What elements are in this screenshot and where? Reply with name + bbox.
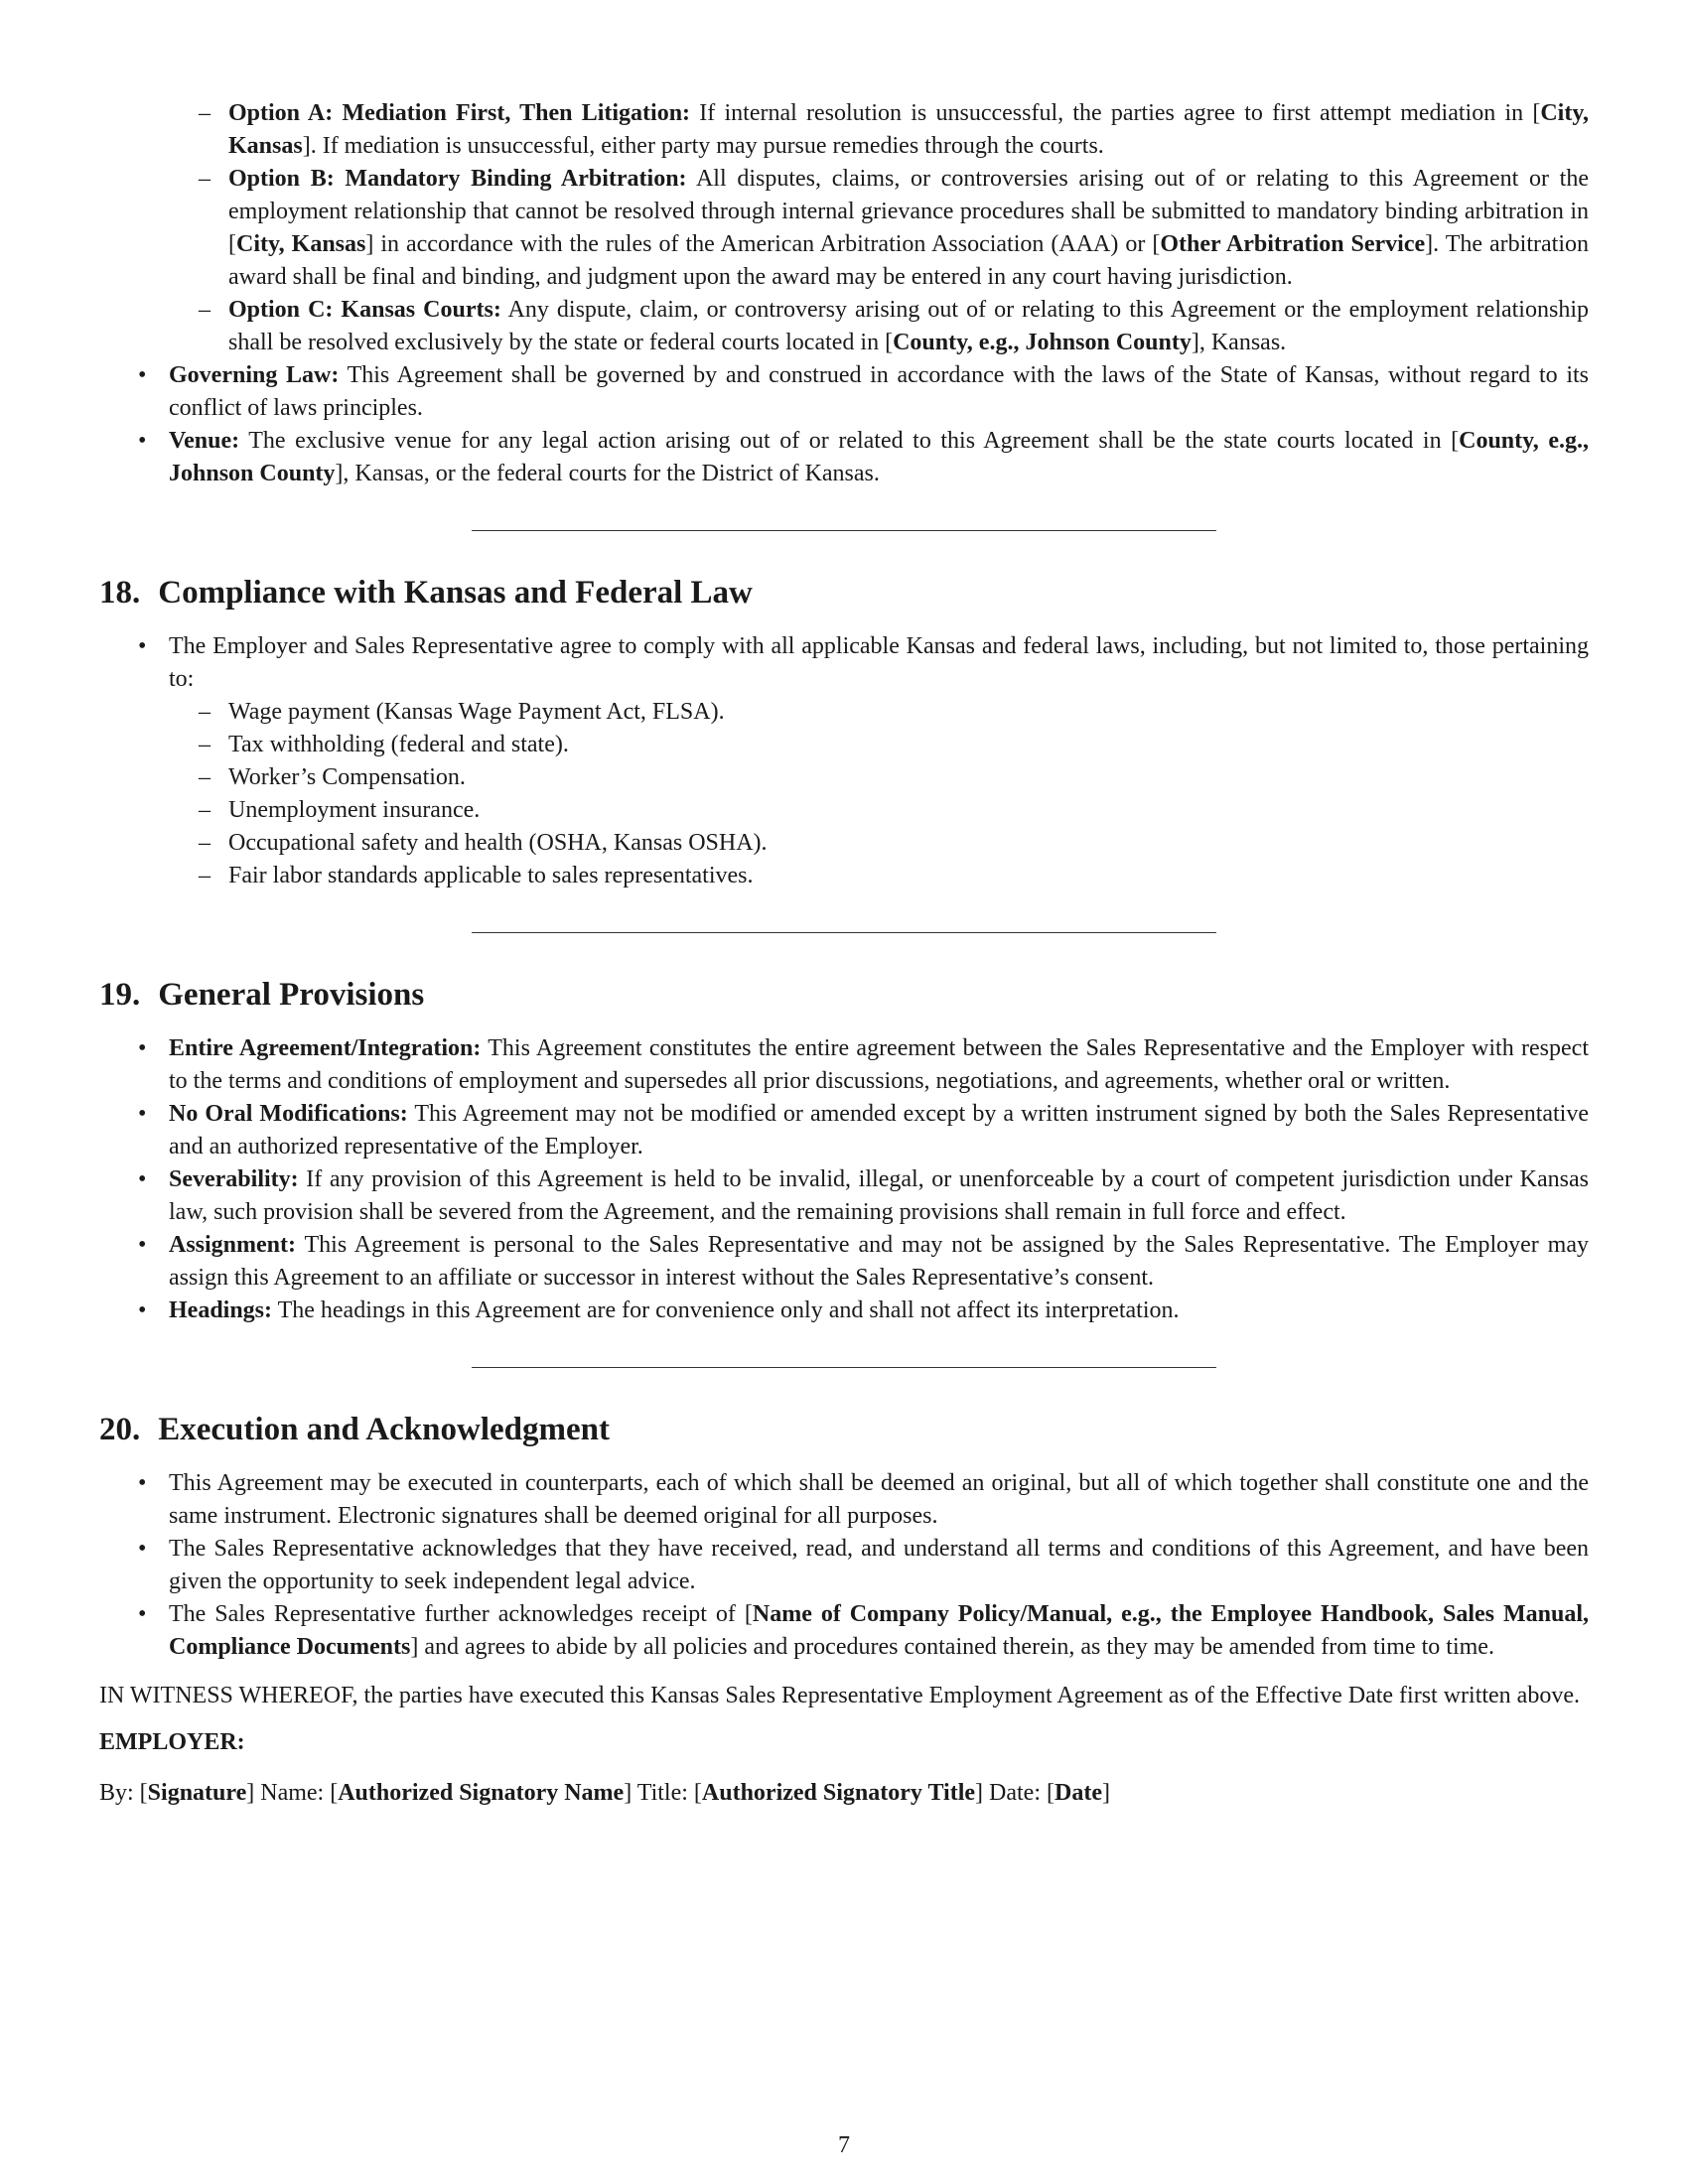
- section-divider: [472, 1367, 1216, 1368]
- page-number: 7: [838, 2132, 850, 2158]
- governing-law-item: • Governing Law: This Agreement shall be governed by and construed in accordance with the laws of the State of Kansas, without regard to its conflict of laws principles.: [99, 359, 1589, 425]
- list-item: – Fair labor standards applicable to sales representatives.: [169, 860, 1589, 892]
- witness-paragraph: IN WITNESS WHEREOF, the parties have executed this Kansas Sales Representative Employment Agreement as of the Effective Date first written above.: [99, 1683, 1580, 1708]
- document-page: [99, 97, 1589, 1810]
- section-19-list: [99, 1032, 1589, 1327]
- option-a-item: – Option A: Mediation First, Then Litigation: If internal resolution is unsuccessful, the parties agree to first attempt mediation in [City, Kansas]. If mediation is unsuccessful, either party may pursue remedies through the courts.: [99, 97, 1589, 163]
- section-divider: [472, 530, 1216, 531]
- list-item: – Unemployment insurance.: [169, 794, 1589, 827]
- no-oral-modifications-item: • No Oral Modifications: This Agreement may not be modified or amended except by a written instrument signed by both the Sales Representative and an authorized representative of the Employer.: [99, 1098, 1589, 1163]
- compliance-sublist: [169, 696, 1589, 892]
- list-item: – Occupational safety and health (OSHA, Kansas OSHA).: [169, 827, 1589, 860]
- section-18-list: [99, 630, 1589, 892]
- list-item: – Tax withholding (federal and state).: [169, 729, 1589, 761]
- headings-item: • Headings: The headings in this Agreement are for convenience only and shall not affect its interpretation.: [99, 1295, 1589, 1327]
- law-venue-list: [99, 359, 1589, 490]
- compliance-item: • The Employer and Sales Representative agree to comply with all applicable Kansas and federal laws, including, but not limited to, those pertaining to: – Wage payment (Kansas Wage Payment Act, FLSA). – Tax withholding (federal and state). – Worker’s Compensation. – Unemployment insurance. – Occupational safety and health (OSHA, Kansas OSHA). – Fair labor standards applicable to sales representatives.: [99, 630, 1589, 892]
- entire-agreement-item: • Entire Agreement/Integration: This Agreement constitutes the entire agreement between the Sales Representative and the Employer with respect to the terms and conditions of employment and supersedes all prior discussions, negotiations, and agreements, whether oral or written.: [99, 1032, 1589, 1098]
- assignment-item: • Assignment: This Agreement is personal to the Sales Representative and may not be assigned by the Sales Representative. The Employer may assign this Agreement to an affiliate or successor in interest without the Sales Representative’s consent.: [99, 1229, 1589, 1295]
- signature-line: By: [Signature] Name: [Authorized Signatory Name] Title: [Authorized Signatory Title] Date: [Date]: [99, 1780, 1110, 1806]
- venue-item: • Venue: The exclusive venue for any legal action arising out of or related to this Agreement shall be the state courts located in [County, e.g., Johnson County], Kansas, or the federal courts for the District of Kansas.: [99, 425, 1589, 490]
- receipt-item: • The Sales Representative further acknowledges receipt of [Name of Company Policy/Manual, e.g., the Employee Handbook, Sales Manual, Compliance Documents] and agrees to abide by all policies and procedures contained therein, as they may be amended from time to time.: [99, 1598, 1589, 1664]
- section-19-heading: 19. General Provisions: [99, 977, 425, 1013]
- employer-label: EMPLOYER:: [99, 1729, 245, 1755]
- section-divider: [472, 932, 1216, 933]
- section-18-heading: 18. Compliance with Kansas and Federal Law: [99, 575, 753, 611]
- acknowledgment-item: • The Sales Representative acknowledges that they have received, read, and understand all terms and conditions of this Agreement, and have been given the opportunity to seek independent legal advice.: [99, 1533, 1589, 1598]
- section-20-list: [99, 1467, 1589, 1664]
- option-b-item: – Option B: Mandatory Binding Arbitration: All disputes, claims, or controversies arising out of or relating to this Agreement or the employment relationship that cannot be resolved through internal grievance procedures shall be submitted to mandatory binding arbitration in [City, Kansas] in accordance with the rules of the American Arbitration Association (AAA) or [Other Arbitration Service]. The arbitration award shall be final and binding, and judgment upon the award may be entered in any court having jurisdiction.: [99, 163, 1589, 294]
- section-20-heading: 20. Execution and Acknowledgment: [99, 1412, 610, 1447]
- list-item: – Wage payment (Kansas Wage Payment Act, FLSA).: [169, 696, 1589, 729]
- severability-item: • Severability: If any provision of this Agreement is held to be invalid, illegal, or unenforceable by a court of competent jurisdiction under Kansas law, such provision shall be severed from the Agreement, and the remaining provisions shall remain in full force and effect.: [99, 1163, 1589, 1229]
- counterparts-item: • This Agreement may be executed in counterparts, each of which shall be deemed an original, but all of which together shall constitute one and the same instrument. Electronic signatures shall be deemed original for all purposes.: [99, 1467, 1589, 1533]
- option-c-item: – Option C: Kansas Courts: Any dispute, claim, or controversy arising out of or relating to this Agreement or the employment relationship shall be resolved exclusively by the state or federal courts located in [County, e.g., Johnson County], Kansas.: [99, 294, 1589, 359]
- list-item: – Worker’s Compensation.: [169, 761, 1589, 794]
- dispute-options-list: [99, 97, 1589, 359]
